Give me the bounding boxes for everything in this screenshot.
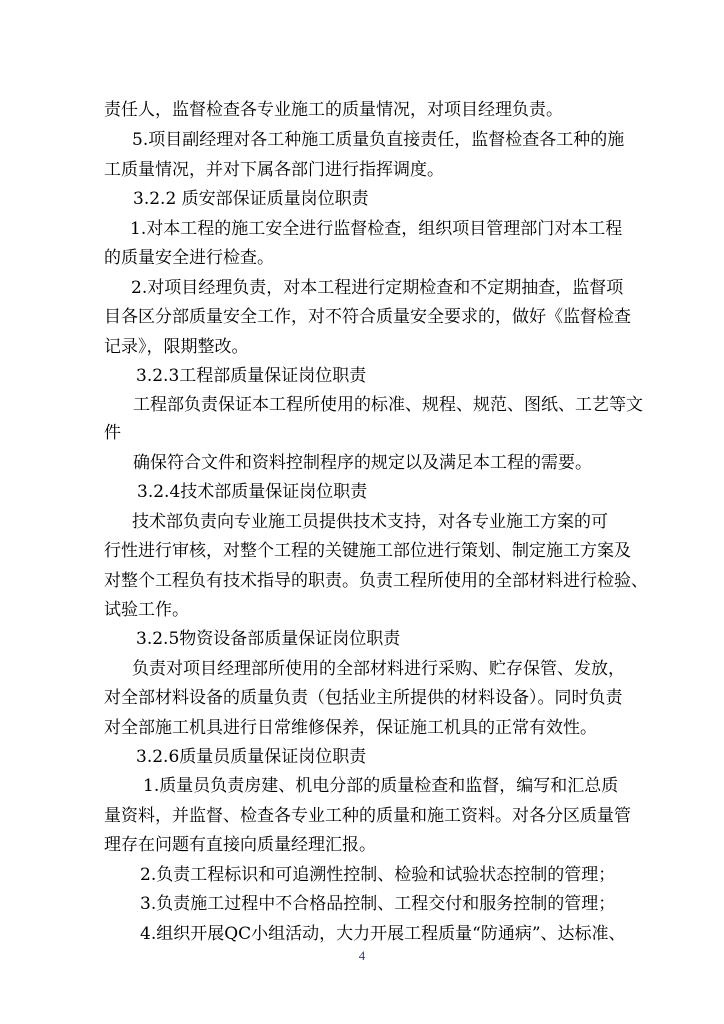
body-line: 记录》，限期整改。 xyxy=(104,337,249,357)
body-line: 5.项目副经理对各工种施工质量负直接责任，监督检查各工种的施 xyxy=(132,130,625,150)
body-line: 4.组织开展QC小组活动，大力开展工程质量“防通病”、达标准、 xyxy=(140,924,626,944)
section-heading: 3.2.2 质安部保证质量岗位职责 xyxy=(133,189,369,209)
body-line: 对全部材料设备的质量负责（包括业主所提供的材料设备）。同时负责 xyxy=(104,688,623,708)
body-line: 行性进行审核，对整个工程的关键施工部位进行策划、制定施工方案及 xyxy=(104,541,631,561)
body-line: 工质量情况，并对下属各部门进行指挥调度。 xyxy=(104,160,444,180)
body-line: 试验工作。 xyxy=(104,600,189,620)
body-line: 2.负责工程标识和可追溯性控制、检验和试验状态控制的管理； xyxy=(140,865,616,885)
body-line: 责任人，监督检查各专业施工的质量情况，对项目经理负责。 xyxy=(104,100,563,120)
body-line: 的质量安全进行检查。 xyxy=(104,248,274,268)
body-line: 2.对项目经理负责，对本工程进行定期检查和不定期抽查，监督项 xyxy=(131,278,624,298)
section-heading: 3.2.6质量员质量保证岗位职责 xyxy=(136,747,367,767)
body-line: 1.质量员负责房建、机电分部的质量检查和监督，编写和汇总质 xyxy=(143,776,619,796)
body-line: 件 xyxy=(104,423,121,443)
body-line: 对整个工程负有技术指导的职责。负责工程所使用的全部材料进行检验、 xyxy=(104,571,648,591)
body-line: 理存在问题有直接向质量经理汇报。 xyxy=(104,835,376,855)
body-line: 确保符合文件和资料控制程序的规定以及满足本工程的需要。 xyxy=(133,453,592,473)
section-heading: 3.2.5物资设备部质量保证岗位职责 xyxy=(136,629,401,649)
body-line: 工程部负责保证本工程所使用的标准、规程、规范、图纸、工艺等文 xyxy=(133,395,643,415)
page-number: 4 xyxy=(358,948,366,963)
body-line: 技术部负责向专业施工员提供技术支持，对各专业施工方案的可 xyxy=(132,512,608,532)
body-line: 量资料，并监督、检查各专业工种的质量和施工资料。对各分区质量管 xyxy=(104,806,631,826)
body-line: 对全部施工机具进行日常维修保养，保证施工机具的正常有效性。 xyxy=(104,718,597,738)
body-line: 负责对项目经理部所使用的全部材料进行采购、贮存保管、发放， xyxy=(132,659,625,679)
section-heading: 3.2.4技术部质量保证岗位职责 xyxy=(137,482,368,502)
body-line: 3.负责施工过程中不合格品控制、工程交付和服务控制的管理； xyxy=(140,894,616,914)
body-line: 1.对本工程的施工安全进行监督检查，组织项目管理部门对本工程 xyxy=(130,219,623,239)
section-heading: 3.2.3工程部质量保证岗位职责 xyxy=(136,366,367,386)
body-line: 目各区分部质量安全工作，对不符合质量安全要求的，做好《监督检查 xyxy=(104,307,631,327)
